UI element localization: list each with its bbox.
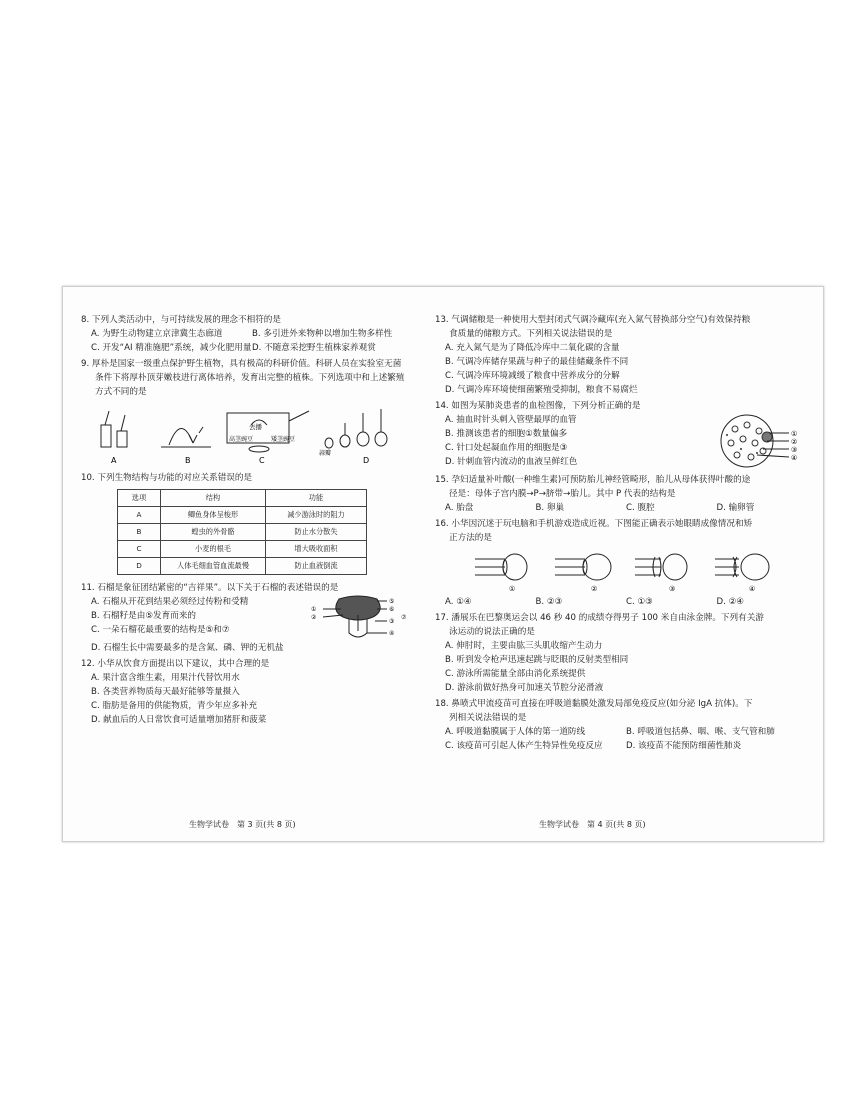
question-15 — [435, 473, 807, 515]
eye-imaging-figure — [435, 545, 795, 595]
pollination-drawing — [227, 411, 309, 452]
question-stem-cont: 食质量的储粮方式。下列相关说法错误的是 — [449, 329, 613, 339]
option-a: A. 胎盘 — [445, 503, 474, 513]
layering-drawing — [161, 427, 211, 447]
eye-diagram-3 — [635, 554, 687, 580]
question-9 — [81, 357, 413, 465]
left-column — [81, 313, 413, 729]
option-c: C. 该疫苗可引起人体产生特异性免疫反应 — [445, 741, 603, 751]
question-stem-cont: 列相关说法错误的是 — [449, 713, 527, 723]
page-footer-left: 生物学试卷 第 3 页(共 8 页) — [189, 820, 296, 829]
question-18 — [435, 697, 807, 753]
option-b: B. 卵巢 — [535, 503, 565, 513]
blood-smear-figure — [697, 413, 807, 471]
page-footer-right: 生物学试卷 第 4 页(共 8 页) — [539, 820, 646, 829]
fig-label-d: D — [363, 456, 370, 465]
question-8 — [81, 313, 413, 355]
table-cell: 蝗虫的外骨骼 — [161, 524, 266, 541]
table-row — [118, 558, 367, 575]
header-cell: 选项 — [118, 490, 161, 507]
option-d: D. 游泳前做好热身可加速关节腔分泌滑液 — [445, 683, 604, 693]
question-stem: 15. 孕妇适量补叶酸(一种维生素)可预防胎儿神经管畸形，胎儿从母体获得叶酸的途 — [435, 475, 751, 485]
question-stem: 10. 下列生物结构与功能的对应关系错误的是 — [81, 473, 253, 483]
eye-label-4: ④ — [749, 585, 756, 593]
option-b: B. 听到发令枪声迅速起跳与眨眼的反射类型相同 — [445, 655, 629, 665]
option-a: A. ①④ — [445, 597, 472, 607]
option-c: C. ①③ — [626, 597, 653, 607]
question-11 — [81, 581, 413, 655]
blood-label-4: ④ — [791, 454, 798, 462]
option-c: C. 脂肪是备用的供能物质，青少年应多补充 — [91, 701, 258, 711]
question-stem-cont: 正方法的是 — [449, 533, 492, 543]
table-cell: 鲫鱼身体呈梭形 — [161, 507, 266, 524]
eye-diagram-1 — [475, 554, 527, 580]
option-c: C. 一朵石榴花最重要的结构是⑤和⑦ — [91, 625, 230, 635]
question-stem-cont: 方式不同的是 — [95, 387, 147, 397]
table-cell: 防止水分散失 — [266, 524, 367, 541]
option-d: D. ②④ — [716, 597, 744, 607]
question-13 — [435, 313, 807, 397]
option-b: B. 推测该患者的细胞①数量偏多 — [445, 429, 568, 439]
fig-text-garlic: 蒜瓣 — [319, 450, 332, 457]
table-cell: 防止血液倒流 — [266, 558, 367, 575]
question-stem: 8. 下列人类活动中，与可持续发展的理念不相符的是 — [81, 315, 281, 325]
question-14 — [435, 399, 807, 471]
option-c: C. 游泳所需能量全部由消化系统提供 — [445, 669, 586, 679]
option-b: B. 多引进外来物种以增加生物多样性 — [252, 329, 393, 339]
table-row — [118, 507, 367, 524]
header-cell: 结构 — [161, 490, 266, 507]
fig-label-c: C — [259, 456, 265, 465]
question-stem: 17. 潘展乐在巴黎奥运会以 46 秒 40 的成绩夺得男子 100 米自由泳金牌。下列有关游 — [435, 613, 764, 623]
option-a: A. 石榴从开花到结果必须经过传粉和受精 — [91, 597, 249, 607]
fig-text-detassel: 去播 — [249, 423, 262, 431]
eye-diagram-2 — [555, 554, 611, 580]
flower-label-2: ② — [311, 614, 317, 621]
eye-diagram-4 — [715, 554, 769, 580]
question-stem-cont: 泳运动的说法正确的是 — [449, 627, 535, 637]
question-stem: 9. 厚朴是国家一级重点保护野生植物，具有极高的科研价值。科研人员在实验室无菌 — [81, 359, 402, 369]
garlic-drawing — [325, 409, 387, 448]
fig-label-a: A — [111, 456, 117, 465]
propagation-illustration — [81, 403, 401, 467]
structure-function-table — [117, 489, 367, 575]
exam-sheet — [62, 286, 824, 842]
flower-label-6: ⑥ — [389, 606, 395, 613]
question-16 — [435, 517, 807, 609]
option-b: B. 气调冷库储存果蔬与种子的最佳储藏条件不同 — [445, 357, 629, 367]
fig-text-short-pea: 矮茎豌豆 — [271, 436, 296, 443]
option-b: B. 各类营养物质每天最好能够等量摄入 — [91, 687, 240, 697]
table-header-row — [118, 490, 367, 507]
question-stem: 12. 小华从饮食方面提出以下建议，其中合理的是 — [81, 659, 270, 669]
flower-label-5: ⑤ — [389, 598, 395, 605]
table-cell: 增大吸收面积 — [266, 541, 367, 558]
option-d: D. 该疫苗不能预防细菌性肺炎 — [626, 741, 742, 751]
option-b: B. 石榴籽是由⑤发育而来的 — [91, 611, 197, 621]
option-a: A. 果汁富含维生素，用果汁代替饮用水 — [91, 673, 240, 683]
option-b: B. 呼吸道包括鼻、咽、喉、支气管和肺 — [626, 727, 775, 737]
question-stem-cont: 条件下将厚朴顶芽嫩枝进行离体培养，发育出完整的植株。下列选项中和上述繁殖 — [95, 373, 405, 383]
option-c: C. 开发“AI 精准施肥”系统，减少化肥用量 — [91, 343, 252, 353]
fig-text-tall-pea: 高茎豌豆 — [229, 436, 254, 443]
table-row — [118, 541, 367, 558]
option-d: D. 针刺血管内流动的血液呈鲜红色 — [445, 457, 578, 467]
table-cell: A — [118, 507, 161, 524]
option-d: D. 献血后的人日常饮食可适量增加猪肝和菠菜 — [91, 715, 267, 725]
table-cell: 人体毛细血管血流最慢 — [161, 558, 266, 575]
flower-label-4: ④ — [389, 630, 395, 637]
option-a: A. 为野生动物建立京津冀生态廊道 — [91, 329, 223, 339]
question-stem: 14. 如图为某肺炎患者的血检图像，下列分析正确的是 — [435, 401, 641, 411]
question-stem: 11. 石榴是象征团结紧密的“吉祥果”。以下关于石榴的表述错误的是 — [81, 583, 339, 593]
question-stem: 18. 鼻喷式甲流疫苗可直接在呼吸道黏膜处激发局部免疫反应(如分泌 IgA 抗体)。下 — [435, 699, 753, 709]
table-cell: D — [118, 558, 161, 575]
grafting-drawing — [101, 411, 127, 447]
eye-label-3: ③ — [669, 585, 676, 593]
blood-label-2: ② — [791, 438, 798, 446]
option-d: D. 气调冷库环境使细菌繁殖受抑制，粮食不易腐烂 — [445, 385, 638, 395]
eye-label-1: ① — [509, 585, 516, 593]
flower-label-3: ③ — [389, 618, 395, 625]
pomegranate-flower-figure — [303, 595, 413, 641]
question-17 — [435, 611, 807, 695]
question-stem-cont: 径是：母体子宫内膜→P→脐带→胎儿。其中 P 代表的结构是 — [449, 489, 676, 499]
propagation-figure — [81, 403, 413, 465]
question-stem: 13. 气调储粮是一种使用大型封闭式气调冷藏库(充入氮气替换部分空气)有效保持粮 — [435, 315, 751, 325]
option-d: D. 输卵管 — [716, 503, 755, 513]
option-d: D. 石榴生长中需要最多的是含氮、磷、钾的无机盐 — [91, 643, 284, 653]
blood-label-3: ③ — [791, 446, 798, 454]
flower-label-7: ⑦ — [401, 614, 407, 621]
right-column — [435, 313, 807, 755]
table-cell: B — [118, 524, 161, 541]
table-cell: 小麦的根毛 — [161, 541, 266, 558]
header-cell: 功能 — [266, 490, 367, 507]
question-10 — [81, 471, 413, 575]
table-cell: 减少游泳时的阻力 — [266, 507, 367, 524]
option-b: B. ②③ — [535, 597, 563, 607]
option-a: A. 抽血时针头刺入管壁最厚的血管 — [445, 415, 577, 425]
table-row — [118, 524, 367, 541]
table-cell: C — [118, 541, 161, 558]
option-c: C. 针口处起凝血作用的细胞是③ — [445, 443, 568, 453]
blood-label-1: ① — [791, 430, 798, 438]
option-a: A. 充入氮气是为了降低冷库中二氧化碳的含量 — [445, 343, 620, 353]
option-a: A. 呼吸道黏膜属于人体的第一道防线 — [445, 727, 586, 737]
eye-label-2: ② — [591, 585, 598, 593]
option-c: C. 气调冷库环境减缓了粮食中营养成分的分解 — [445, 371, 620, 381]
option-d: D. 不随意采挖野生植株家养观赏 — [252, 343, 376, 353]
question-12 — [81, 657, 413, 727]
fig-label-b: B — [185, 456, 191, 465]
option-a: A. 伸肘时，主要由肱三头肌收缩产生动力 — [445, 641, 603, 651]
flower-label-1: ① — [311, 606, 317, 613]
option-c: C. 腹腔 — [626, 503, 655, 513]
question-stem: 16. 小华因沉迷于玩电脑和手机游戏造成近视。下图能正确表示她眼睛成像情况和矫 — [435, 519, 753, 529]
